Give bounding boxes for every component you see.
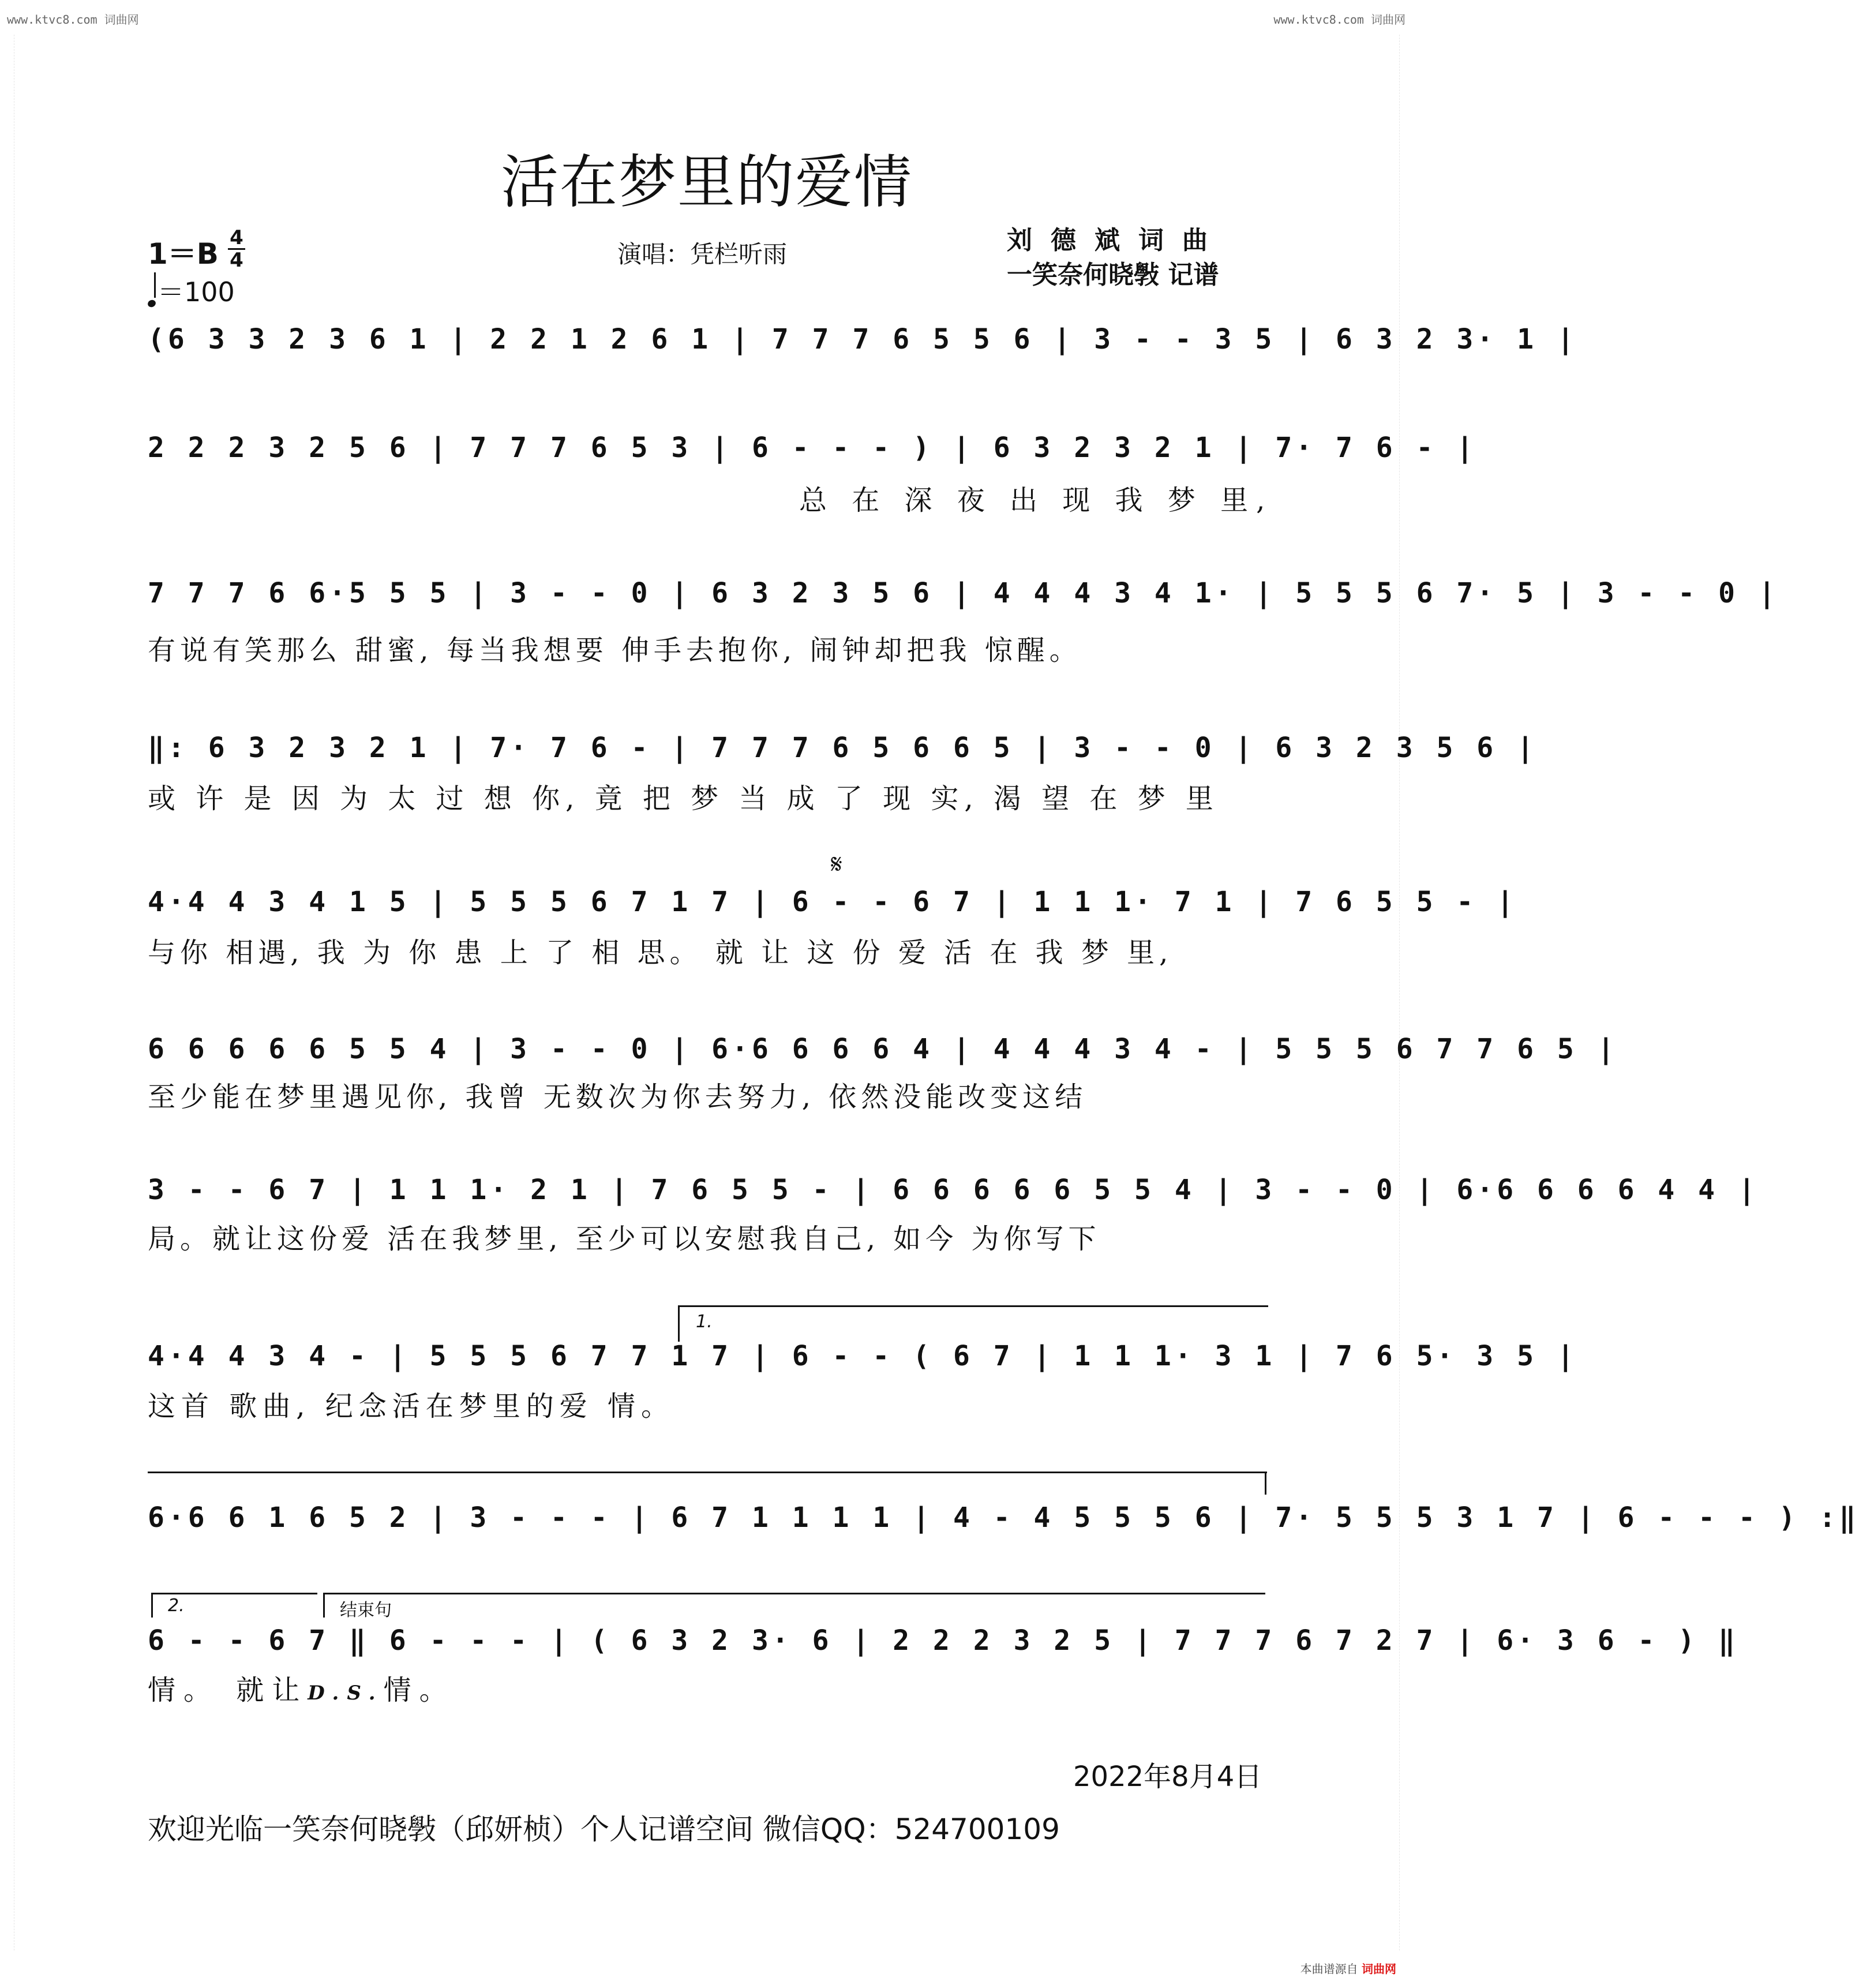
first-ending-bracket — [678, 1305, 1268, 1342]
lyric-segment-b: 情。 — [383, 1674, 455, 1706]
score-system-10-notes: 6 - - 6 7 ‖ 6 - - - | ( 6 3 2 3· 6 | 2 2 2 3 2 5 | 7 7 7 6 7 2 7 | 6· 3 6 - ) ‖ — [148, 1624, 1738, 1657]
score-system-6-lyrics: 至少能在梦里遇见你, 我曾 无数次为你去努力, 依然没能改变这结 — [148, 1081, 1088, 1113]
welcome-contact-line: 欢迎光临一笑奈何晓斅（邱妍桢）个人记谱空间 微信QQ：524700109 — [148, 1813, 1060, 1846]
meter-bottom: 4 — [230, 249, 243, 272]
first-ending-label: 1. — [696, 1312, 713, 1332]
transcriber-credit: 一笑奈何晓斅 记谱 — [1007, 260, 1219, 290]
second-ending-bracket — [151, 1593, 317, 1618]
key-signature: 1＝B — [148, 237, 219, 271]
score-system-3-lyrics: 有说有笑那么 甜蜜, 每当我想要 伸手去抱你, 闹钟却把我 惊醒。 — [148, 634, 1082, 667]
quarter-note-stem — [154, 272, 156, 298]
dal-segno-marking: D.S. — [308, 1682, 384, 1705]
edge-watermark-strip-left — [5, 35, 14, 1950]
watermark-top-right: www.ktvc8.com 词曲网 — [1273, 13, 1406, 27]
score-system-5-notes: 4·4 4 3 4 1 5 | 5 5 5 6 7 1 7 | 6 - - 6 7 | 1 1 1· 7 1 | 7 6 5 5 - | — [148, 886, 1517, 918]
tempo-marking — [148, 271, 235, 309]
score-system-2-lyrics: 总 在 深 夜 出 现 我 梦 里, — [799, 484, 1273, 516]
score-system-10-lyrics — [148, 1668, 455, 1708]
score-system-9-notes: 6·6 6 1 6 5 2 | 3 - - - | 6 7 1 1 1 1 | 4 - 4 5 5 5 6 | 7· 5 5 5 3 1 7 | 6 - - - ) :‖ — [148, 1502, 1859, 1534]
time-signature — [228, 226, 245, 272]
score-system-7-lyrics: 局。就让这份爱 活在我梦里, 至少可以安慰我自己, 如今 为你写下 — [148, 1223, 1101, 1255]
watermark-bottom-brand: 词曲网 — [1362, 1962, 1396, 1976]
singer-credit: 演唱：凭栏听雨 — [617, 240, 788, 268]
composer-credit: 刘德斌词曲 — [1007, 226, 1226, 255]
watermark-top-left: www.ktvc8.com 词曲网 — [7, 13, 139, 27]
score-system-8-lyrics: 这首 歌曲, 纪念活在梦里的爱 情。 — [148, 1390, 675, 1422]
tempo-value: ＝100 — [158, 276, 235, 308]
song-title: 活在梦里的爱情 — [501, 148, 913, 216]
score-system-3-notes: 7 7 7 6 6·5 5 5 | 3 - - 0 | 6 3 2 3 5 6 | 4 4 4 3 4 1· | 5 5 5 6 7· 5 | 3 - - 0 | — [148, 577, 1779, 609]
transcription-date: 2022年8月4日 — [1073, 1761, 1262, 1793]
meter-top: 4 — [230, 226, 243, 249]
first-ending-bracket-continuation — [148, 1472, 1267, 1473]
score-system-2-notes: 2 2 2 3 2 5 6 | 7 7 7 6 5 3 | 6 - - - ) | 6 3 2 3 2 1 | 7· 7 6 - | — [148, 432, 1477, 464]
score-system-4-lyrics: 或 许 是 因 为 太 过 想 你, 竟 把 梦 当 成 了 现 实, 渴 望 在 梦 里 — [148, 783, 1219, 815]
lyric-segment-a: 情。 就让 — [148, 1674, 308, 1706]
score-system-4-notes: ‖: 6 3 2 3 2 1 | 7· 7 6 - | 7 7 7 6 5 6 6 5 | 3 - - 0 | 6 3 2 3 5 6 | — [148, 732, 1537, 764]
quarter-note-icon — [147, 299, 157, 309]
score-system-7-notes: 3 - - 6 7 | 1 1 1· 2 1 | 7 6 5 5 - | 6 6 6 6 6 5 5 4 | 3 - - 0 | 6·6 6 6 6 4 4 | — [148, 1174, 1759, 1206]
score-system-5-lyrics: 与你 相遇, 我 为 你 患 上 了 相 思。 就 让 这 份 爱 活 在 我 梦 里, — [148, 937, 1173, 969]
score-system-6-notes: 6 6 6 6 6 5 5 4 | 3 - - 0 | 6·6 6 6 6 4 | 4 4 4 3 4 - | 5 5 5 6 7 7 6 5 | — [148, 1033, 1618, 1065]
coda-bracket — [323, 1593, 1265, 1618]
score-system-8-notes: 4·4 4 3 4 - | 5 5 5 6 7 7 1 7 | 6 - - ( 6 7 | 1 1 1· 3 1 | 7 6 5· 3 5 | — [148, 1340, 1577, 1372]
coda-label: 结束句 — [340, 1600, 392, 1620]
segno-sign: 𝄋 — [831, 848, 842, 879]
second-ending-label: 2. — [168, 1596, 185, 1616]
watermark-bottom — [1300, 1960, 1396, 1976]
score-system-1-notes: (6 3 3 2 3 6 1 | 2 2 1 2 6 1 | 7 7 7 6 5 5 6 | 3 - - 3 5 | 6 3 2 3· 1 | — [148, 323, 1577, 355]
watermark-bottom-text: 本曲谱源自 — [1300, 1962, 1358, 1976]
edge-watermark-strip-right — [1399, 35, 1409, 1950]
first-ending-bracket-end — [1265, 1472, 1266, 1495]
